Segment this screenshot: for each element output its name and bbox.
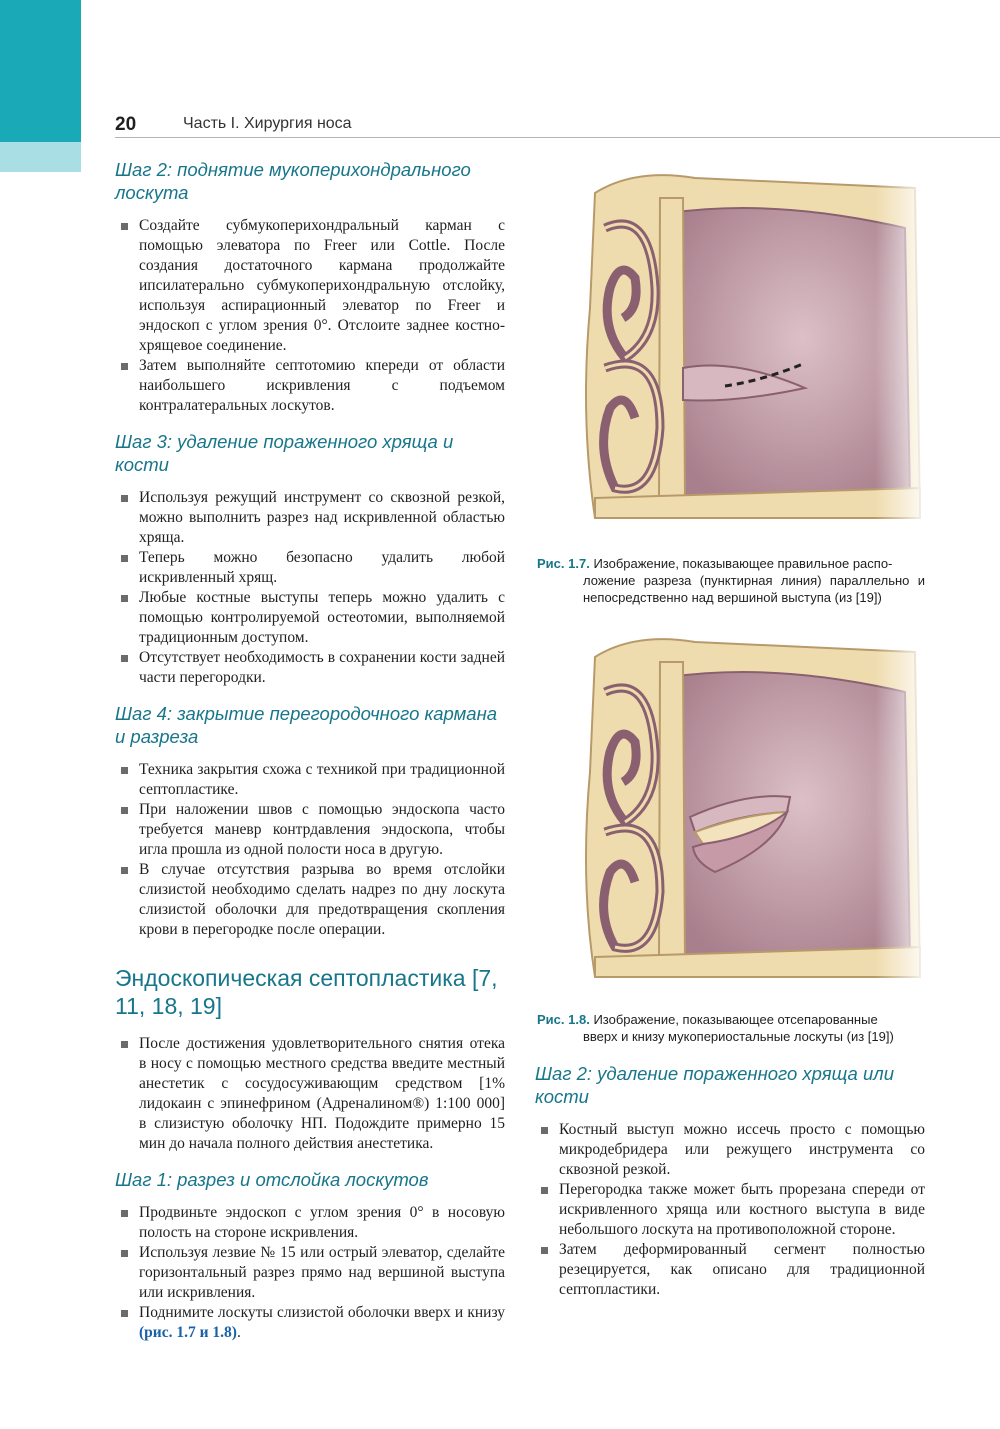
header-rule	[115, 137, 1000, 138]
step3-heading: Шаг 3: удаление пораженного хряща и кости	[115, 431, 454, 475]
list-item: Техника закрытия схожа с техникой при традиционной септопластике.	[115, 760, 505, 800]
step2b-list	[535, 1120, 925, 1300]
figure-1-7-illustration	[575, 168, 925, 540]
list-item: Отсутствует необходимость в сохранении кости задней части перегородки.	[115, 648, 505, 688]
list-item: Используя режущий инструмент со сквозной резкой, можно выполнить разрез над искривленной областью хряща.	[115, 488, 505, 548]
caption-text-continued: ложение разреза (пунктирная линия) параллельно и непосредственно над вершиной выступа (из [19])	[583, 573, 925, 605]
list-item: Перегородка также может быть прорезана спереди от искривленного хряща или костного выступа в виде небольшого лоскута на противоположной стороне.	[535, 1180, 925, 1240]
figure-1-8-caption	[537, 1011, 925, 1045]
nasal-anatomy-illustration-2	[575, 632, 925, 997]
list-item: Затем выполняйте септотомию кпереди от области наибольшего искривления с подъемом контралатеральных лоскутов.	[115, 356, 505, 416]
step2-heading: Шаг 2: поднятие мукоперихондрального лоскута	[115, 159, 471, 203]
list-item: При наложении швов с помощью эндоскопа часто требуется маневр контрдавления эндоскопа, чтобы игла прошла из одной полости носа в другую.	[115, 800, 505, 860]
step1-heading: Шаг 1: разрез и отслойка лоскутов	[115, 1169, 429, 1190]
edge-tab-light	[0, 142, 81, 172]
section-heading-endoscopic: Эндоскопическая септопластика [7, 11, 18, 19]	[115, 965, 498, 1019]
right-column	[535, 1062, 925, 1314]
endoscopic-list	[115, 1034, 505, 1154]
figure-1-8-illustration	[575, 632, 925, 997]
list-item-text: Поднимите лоскуты слизистой оболочки вверх и книзу	[139, 1304, 505, 1321]
step2-list	[115, 216, 505, 416]
step4-list	[115, 760, 505, 940]
list-item-end: .	[236, 1324, 241, 1341]
list-item: Любые костные выступы теперь можно удалить с помощью контролируемой остеотомии, выполняемой традиционным доступом.	[115, 588, 505, 648]
caption-text: Изображение, показывающее правильное распо-	[593, 556, 893, 571]
caption-text: Изображение, показывающее отсепарованные	[593, 1012, 878, 1027]
step2b-heading: Шаг 2: удаление пораженного хряща или кости	[535, 1063, 894, 1107]
list-item: В случае отсутствия разрыва во время отслойки слизистой необходимо сделать надрез по дну лоскута слизистой оболочки для предотвращения скопления крови в перегородке после операции.	[115, 860, 505, 940]
page-number: 20	[115, 114, 137, 135]
step1-list	[115, 1203, 505, 1343]
list-item: Теперь можно безопасно удалить любой искривленный хрящ.	[115, 548, 505, 588]
left-column	[115, 158, 505, 1357]
list-item: Создайте субмукоперихондральный карман с помощью элеватора по Freer или Cottle. После создания достаточного кармана продолжайте ипсилатерально субмукоперихондральную отслойку, используя аспирационный элеватор по Freer и эндоскоп с углом зрения 0°. Отслоите заднее костно-хрящевое соединение.	[115, 216, 505, 356]
page-header	[115, 110, 1000, 142]
list-item: Продвиньте эндоскоп с углом зрения 0° в носовую полость на стороне искривления.	[115, 1203, 505, 1243]
list-item	[115, 1303, 505, 1343]
list-item: После достижения удовлетворительного снятия отека в носу с помощью местного средства введите местный анестетик с сосудосуживающим средством [1% лидокаин с эпинефрином (Адреналином®) 1:100 000] в слизистую оболочку НП. Подождите примерно 15 мин до начала полного действия анестетика.	[115, 1034, 505, 1154]
list-item: Затем деформированный сегмент полностью резецируется, как описано для традиционной септопластики.	[535, 1240, 925, 1300]
figure-label: Рис. 1.8.	[537, 1012, 590, 1027]
figure-reference-link[interactable]: (рис. 1.7 и 1.8)	[139, 1324, 237, 1341]
figure-label: Рис. 1.7.	[537, 556, 590, 571]
figure-1-7-caption	[537, 555, 925, 606]
list-item: Используя лезвие № 15 или острый элеватор, сделайте горизонтальный разрез прямо над вершиной выступа или искривления.	[115, 1243, 505, 1303]
step4-heading: Шаг 4: закрытие перегородочного кармана и разреза	[115, 703, 498, 747]
caption-text-continued: вверх и книзу мукопериостальные лоскуты (из [19])	[583, 1029, 894, 1044]
edge-tab-dark	[0, 0, 81, 142]
nasal-anatomy-illustration-1	[575, 168, 925, 540]
running-head: Часть I. Хирургия носа	[183, 115, 352, 132]
step3-list	[115, 488, 505, 688]
list-item: Костный выступ можно иссечь просто с помощью микродебридера или режущего инструмента со сквозной резкой.	[535, 1120, 925, 1180]
